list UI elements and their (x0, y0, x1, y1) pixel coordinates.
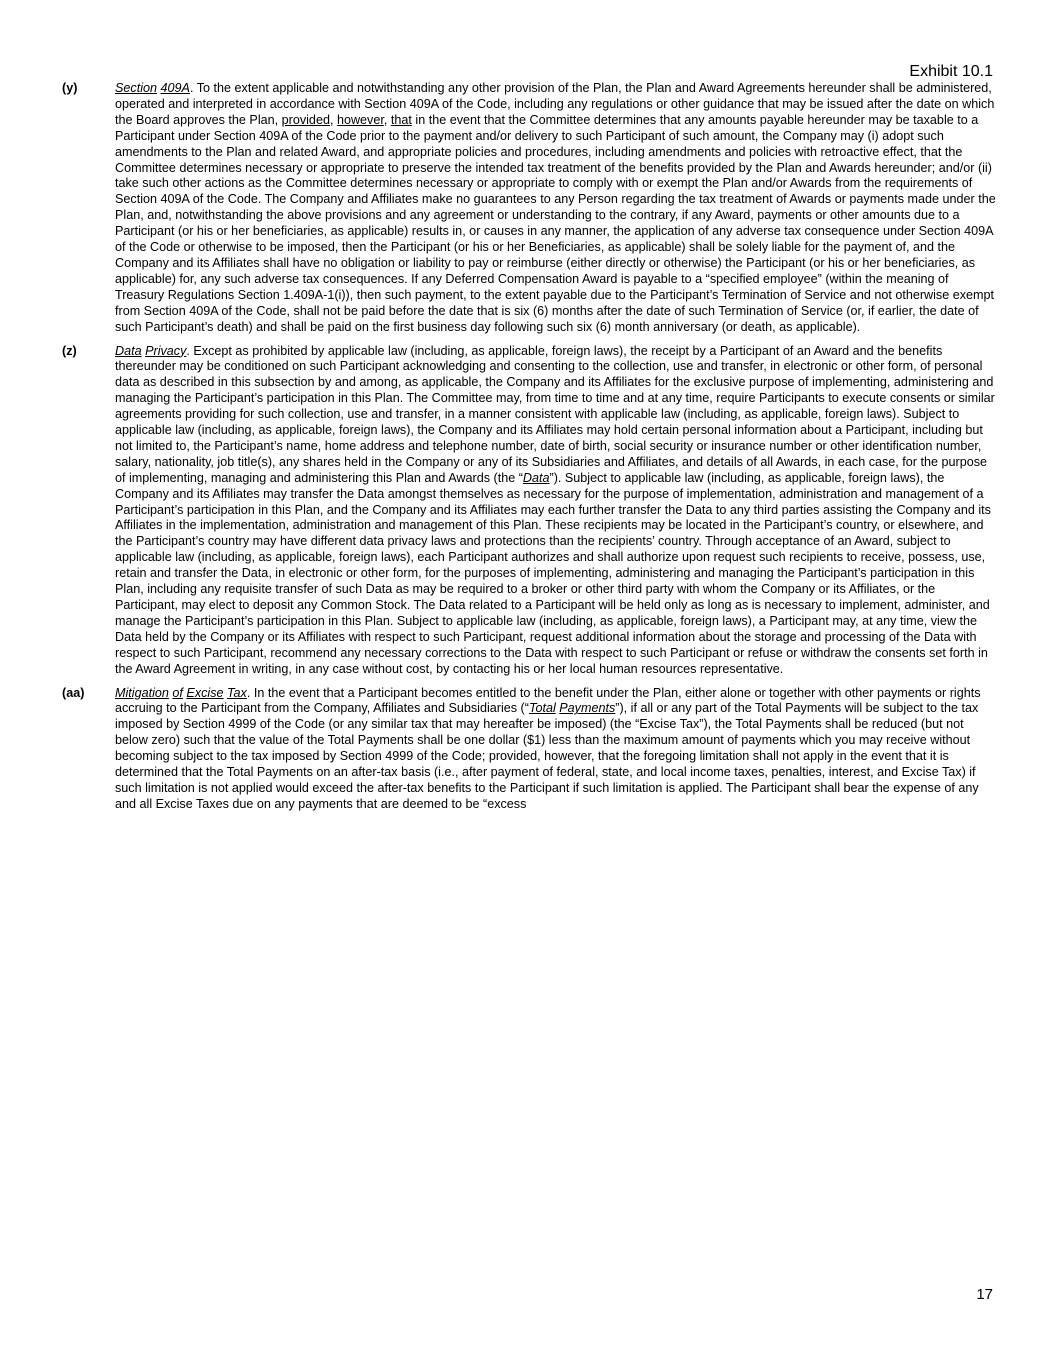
clause-title-word: 409A (160, 81, 190, 95)
separator: , (383, 112, 391, 127)
clause-title-word: Mitigation (115, 685, 169, 700)
clause-title-word: Privacy (145, 343, 187, 358)
clause-label: (z) (62, 343, 77, 358)
separator: , (329, 112, 337, 127)
underlined-term: that (390, 112, 412, 127)
clause-text: ”). Subject to applicable law (including, as applicable, foreign laws), the Company and its Affiliates may transfer the Data amongst themselves as necessary for the purpose of implementation, administration and management of a Participant’s participation in this Plan, and the Company and its Affiliates may each further transfer the Data to any third parties assisting the Company and its Affiliates in the implementation, administration and management of this Plan. These recipients may be located in the Participant’s country, or elsewhere, and the Participant’s country may have different data privacy laws and protections than the recipients’ country. Through acceptance of an Award, subject to applicable law (including, as applicable, foreign laws), each Participant authorizes and shall authorize upon request such recipients to receive, possess, use, retain and transfer the Data, in electronic or other form, for the purposes of implementing, administering and managing the Participant’s participation in this Plan, including any requisite transfer of such Data as may be required to a broker or other third party with whom the Company or its Affiliates, or the Participant, may elect to deposit any Common Stock. The Data related to a Participant will be held only as long as is necessary to implement, administer, and manage the Participant’s participation in this Plan. Subject to applicable law (including, as applicable, foreign laws), a Participant may, at any time, view the Data held by the Company or its Affiliates with respect to such Participant, request additional information about the storage and processing of the Data with respect to such Participant, recommend any necessary corrections to the Data with respect to such Participant or refuse or withdraw the consents set forth in the Award Agreement in writing, in any case without cost, by contacting his or her local human resources representative. (115, 470, 991, 676)
clause-body (115, 686, 981, 811)
clause-data-privacy (62, 344, 997, 678)
clause-title-word: Section (115, 81, 158, 95)
clause-text: . To the extent applicable and notwithstanding any other provision of the Plan, the Plan and Award Agreements hereunder shall be administered, operated and interpreted in accordance with Section 409A of the Code, including any regulations or other guidance that may be issued after the date on which the Board approves the Plan, (115, 81, 995, 127)
clause-body (115, 81, 996, 334)
defined-term: Total (528, 701, 556, 716)
clause-text: . Except as prohibited by applicable law (including, as applicable, foreign laws), the receipt by a Participant of an Award and the benefits thereunder may be conditioned on such Participant acknowledging and consenting to the collection, use and transfer, in electronic or other form, of personal data as described in this subsection by and among, as applicable, the Company and its Affiliates for the exclusive purpose of implementing, administering and managing the Participant’s participation in this Plan. The Committee may, from time to time and at any time, require Participants to execute consents or similar agreements providing for such collection, use and transfer, in a manner consistent with applicable law (including, as applicable, foreign laws). Subject to applicable law (including, as applicable, foreign laws), the Company and its Affiliates may hold certain personal information about a Participant, including but not limited to, the Participant’s name, home address and telephone number, date of birth, social security or insurance number or other identification number, salary, nationality, job title(s), any shares held in the Company or any of its Subsidiaries and Affiliates, and details of all Awards, in each case, for the purpose of implementing, managing and administering this Plan and Awards (the “ (115, 343, 995, 485)
clause-text: in the event that the Committee determines that any amounts payable hereunder may be taxable to a Participant under Section 409A of the Code prior to the payment and/or delivery to such Participant of such amount, the Company may (i) adopt such amendments to the Plan and related Award, and appropriate policies and procedures, including amendments and policies with retroactive effect, that the Committee determines necessary or appropriate to preserve the intended tax treatment of the benefits provided by the Plan and Awards hereunder; and/or (ii) take such other actions as the Committee determines necessary or appropriate to comply with or exempt the Plan and/or Awards from the requirements of Section 409A of the Code. The Company and Affiliates make no guarantees to any Person regarding the tax treatment of Awards or payments made under the Plan, and, notwithstanding the above provisions and any agreement or understanding to the contrary, if any Award, payments or other amounts due to a Participant (or his or her beneficiaries, as applicable) results in, or causes in any manner, the application of any adverse tax consequence under Section 409A of the Code or otherwise to be imposed, then the Participant (or his or her Beneficiaries, as applicable) shall be solely liable for the payment of, and the Company and its Affiliates shall have no obligation or liability to pay or reimburse (either directly or otherwise) the Participant (or his or her beneficiaries, as applicable) for, any such adverse tax consequences. If any Deferred Compensation Award is payable to a “specified employee” (within the meaning of Treasury Regulations Section 1.409A-1(i)), then such payment, to the extent payable due to the Participant’s Termination of Service and not otherwise exempt from Section 409A of the Code, shall not be paid before the date that is six (6) months after the date of such Termination of Service (or, if earlier, the date of such Participant’s death) and shall be paid on the first business day following such six (6) month anniversary (or death, as applicable). (115, 112, 996, 334)
clause-label: (aa) (62, 685, 85, 700)
page-number: 17 (976, 1286, 993, 1303)
defined-term: Payments (559, 701, 616, 716)
underlined-term: however (336, 112, 384, 127)
clause-section-409a (62, 81, 997, 336)
clause-title-word: Data (115, 343, 142, 358)
clause-title-word: Excise (186, 685, 224, 700)
clause-text: ”), if all or any part of the Total Payments will be subject to the tax imposed by Section 4999 of the Code (or any similar tax that may hereafter be imposed) (the “Excise Tax”), the Total Payments shall be reduced (but not below zero) such that the value of the Total Payments shall be one dollar ($1) less than the maximum amount of payments which you may receive without becoming subject to the tax imposed by Section 4999 of the Code; provided, however, that the foregoing limitation shall not apply in the event that it is determined that the Total Payments on an after-tax basis (i.e., after payment of federal, state, and local income taxes, penalties, interest, and Excise Tax) if such limitation is not applied would exceed the after-tax benefits to the Participant if such limitation is applied. The Participant shall bear the expense of any and all Excise Taxes due on any payments that are deemed to be “excess (115, 701, 979, 811)
clause-body (115, 344, 995, 676)
document-body (62, 81, 997, 821)
clause-label: (y) (62, 81, 78, 95)
clause-text: . In the event that a Participant becomes entitled to the benefit under the Plan, either alone or together with other payments or rights accruing to the Participant from the Company, Affiliates and Subsidiaries (“ (115, 685, 981, 716)
defined-term: Data (522, 470, 550, 485)
underlined-term: provided (281, 112, 330, 127)
clause-title-word: of (172, 685, 183, 700)
clause-mitigation-excise-tax (62, 686, 997, 813)
clause-title-word: Tax (227, 685, 247, 700)
exhibit-label: Exhibit 10.1 (909, 63, 993, 80)
